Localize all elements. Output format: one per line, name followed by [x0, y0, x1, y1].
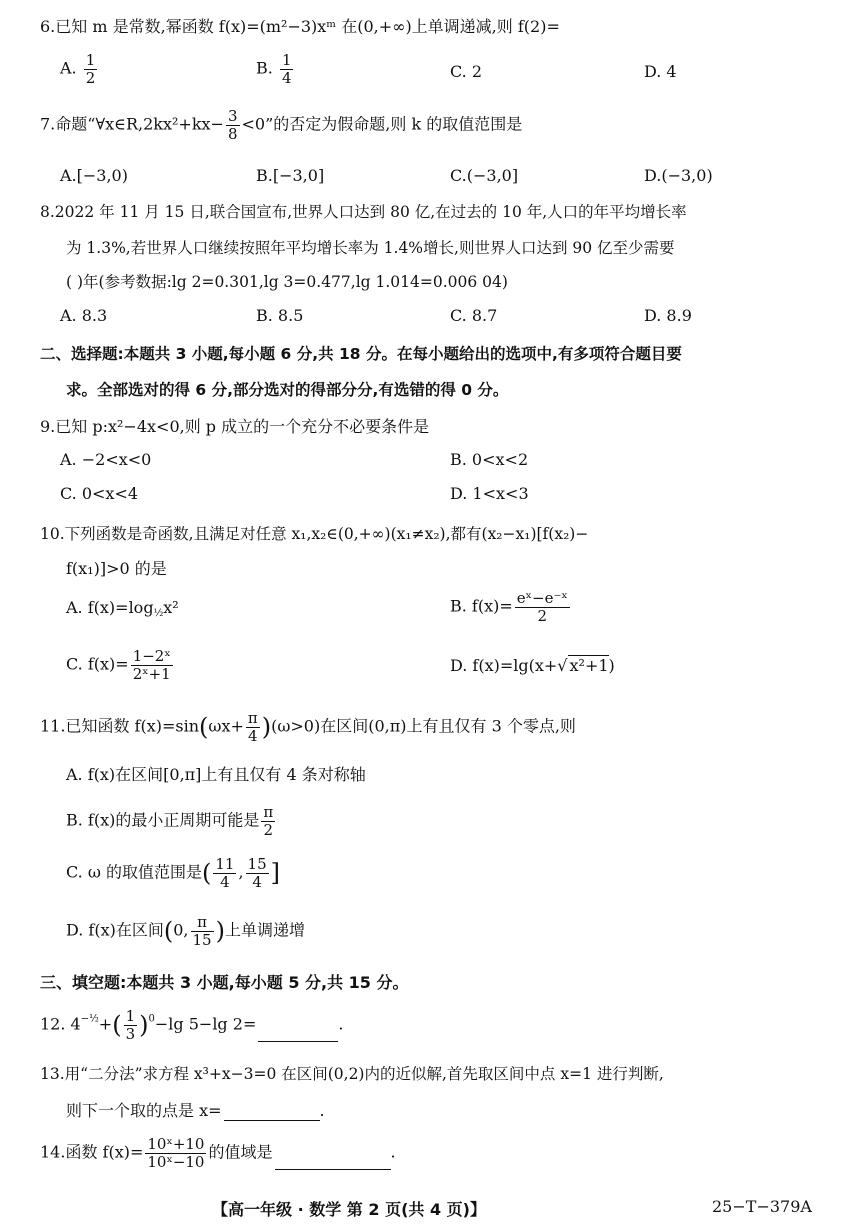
- question-7-option-b[interactable]: B.[−3,0]: [256, 166, 325, 185]
- question-11-option-d[interactable]: D. f(x)在区间(0, $\frac{\pi}{15}$ )上单调递增: [66, 913, 305, 949]
- question-7-option-d[interactable]: D.(−3,0): [644, 166, 713, 185]
- section-2-heading-line-2: 求。全部选对的得 6 分,部分选对的得部分分,有选错的得 0 分。: [66, 381, 509, 399]
- question-7-option-c[interactable]: C.(−3,0]: [450, 166, 519, 185]
- question-6-option-a[interactable]: A. $\frac{1}{2}$: [60, 51, 96, 87]
- question-8-option-a[interactable]: A. 8.3: [60, 306, 108, 325]
- question-11-option-a[interactable]: A. f(x)在区间[0,π]上有且仅有 4 条对称轴: [66, 765, 366, 784]
- question-8-line-2: 为 1.3%,若世界人口继续按照年平均增长率为 1.4%增长,则世界人口达到 90 亿至少需要: [66, 239, 675, 257]
- question-10-line-2: f(x₁)]>0 的是: [66, 559, 167, 578]
- question-10-option-d[interactable]: D. f(x)=lg(x+√ x²+1): [450, 656, 615, 675]
- question-10-option-a[interactable]: A. $f(x)=\log_{\frac{1}{2}}x^2$: [66, 598, 179, 619]
- question-14: 14.函数 f(x)= $\frac{\text{10ˣ+10}}{\text{10ˣ−10}}$ 的值域是 .: [40, 1135, 396, 1171]
- section-3-heading: 三、填空题:本题共 3 小题,每小题 5 分,共 15 分。: [40, 973, 409, 992]
- question-8-option-b[interactable]: B. 8.5: [256, 306, 304, 325]
- question-6-option-b[interactable]: B. $\frac{1}{4}$: [256, 51, 292, 87]
- question-8-option-d[interactable]: D. 8.9: [644, 306, 692, 325]
- question-12: 12. $4^{-\frac{1}{2}}+$( $\frac{1}{3}$ )$^0$−lg 5−lg 2= .: [40, 1007, 344, 1043]
- question-9-option-d[interactable]: D. 1<x<3: [450, 484, 529, 503]
- question-9-option-b[interactable]: B. 0<x<2: [450, 450, 529, 469]
- question-11-option-c[interactable]: C. ω 的取值范围是( $\frac{11}{4}$ , $\frac{15}{4}$ ]: [66, 855, 281, 891]
- question-7-stem: 7.命题“∀x∈R,2kx²+kx− $\frac{3}{8}$ <0”的否定为假命题,则 k 的取值范围是: [40, 107, 523, 143]
- question-8-line-1: 8.2022 年 11 月 15 日,联合国宣布,世界人口达到 80 亿,在过去的 10 年,人口的年平均增长率: [40, 203, 687, 221]
- question-10-option-c[interactable]: C. f(x)= $\frac{\text{1−2ˣ}}{\text{2ˣ+1}}$: [66, 647, 171, 683]
- question-11-stem: 11.已知函数 f(x)=sin(ωx+ $\frac{\pi}{4}$ )(ω>0)在区间(0,π)上有且仅有 3 个零点,则: [40, 709, 576, 745]
- question-8-option-c[interactable]: C. 8.7: [450, 306, 498, 325]
- answer-blank-13[interactable]: [224, 1101, 320, 1121]
- question-6-option-c[interactable]: C. 2: [450, 62, 483, 81]
- question-11-option-b[interactable]: B. f(x)的最小正周期可能是 $\frac{\pi}{2}$: [66, 803, 274, 839]
- answer-blank-12[interactable]: [258, 1022, 338, 1042]
- section-2-heading-line-1: 二、选择题:本题共 3 小题,每小题 6 分,共 18 分。在每小题给出的选项中,有多项符合题目要: [40, 345, 682, 363]
- question-6-option-d[interactable]: D. 4: [644, 62, 677, 81]
- question-8-line-3: ( )年(参考数据:lg 2=0.301,lg 3=0.477,lg 1.014=0.006 04): [66, 273, 508, 291]
- question-13-line-1: 13.用“二分法”求方程 x³+x−3=0 在区间(0,2)内的近似解,首先取区间中点 x=1 进行判断,: [40, 1065, 664, 1083]
- question-9-option-c[interactable]: C. 0<x<4: [60, 484, 139, 503]
- fraction: $\frac{1}{2}$: [85, 51, 96, 87]
- footer-code: 25−T−379A: [712, 1197, 812, 1216]
- answer-blank-14[interactable]: [275, 1150, 391, 1170]
- question-9-stem: 9.已知 p:x²−4x<0,则 p 成立的一个充分不必要条件是: [40, 417, 430, 436]
- footer-page-info: 【高一年级 · 数学 第 2 页(共 4 页)】: [212, 1200, 486, 1219]
- fraction: $\frac{1}{4}$: [281, 51, 292, 87]
- question-9-option-a[interactable]: A. −2<x<0: [60, 450, 152, 469]
- question-7-option-a[interactable]: A.[−3,0): [60, 166, 128, 185]
- question-13-line-2: 则下一个取的点是 x= .: [66, 1101, 325, 1120]
- question-6-stem: 6.已知 m 是常数,幂函数 f(x)=(m²−3)xᵐ 在(0,+∞)上单调递减,则 f(2)=: [40, 17, 560, 36]
- question-10-line-1: 10.下列函数是奇函数,且满足对任意 x₁,x₂∈(0,+∞)(x₁≠x₂),都有(x₂−x₁)[f(x₂)−: [40, 525, 589, 543]
- question-10-option-b[interactable]: B. f(x)= $\frac{\text{eˣ−e⁻ˣ}}{2}$: [450, 589, 568, 625]
